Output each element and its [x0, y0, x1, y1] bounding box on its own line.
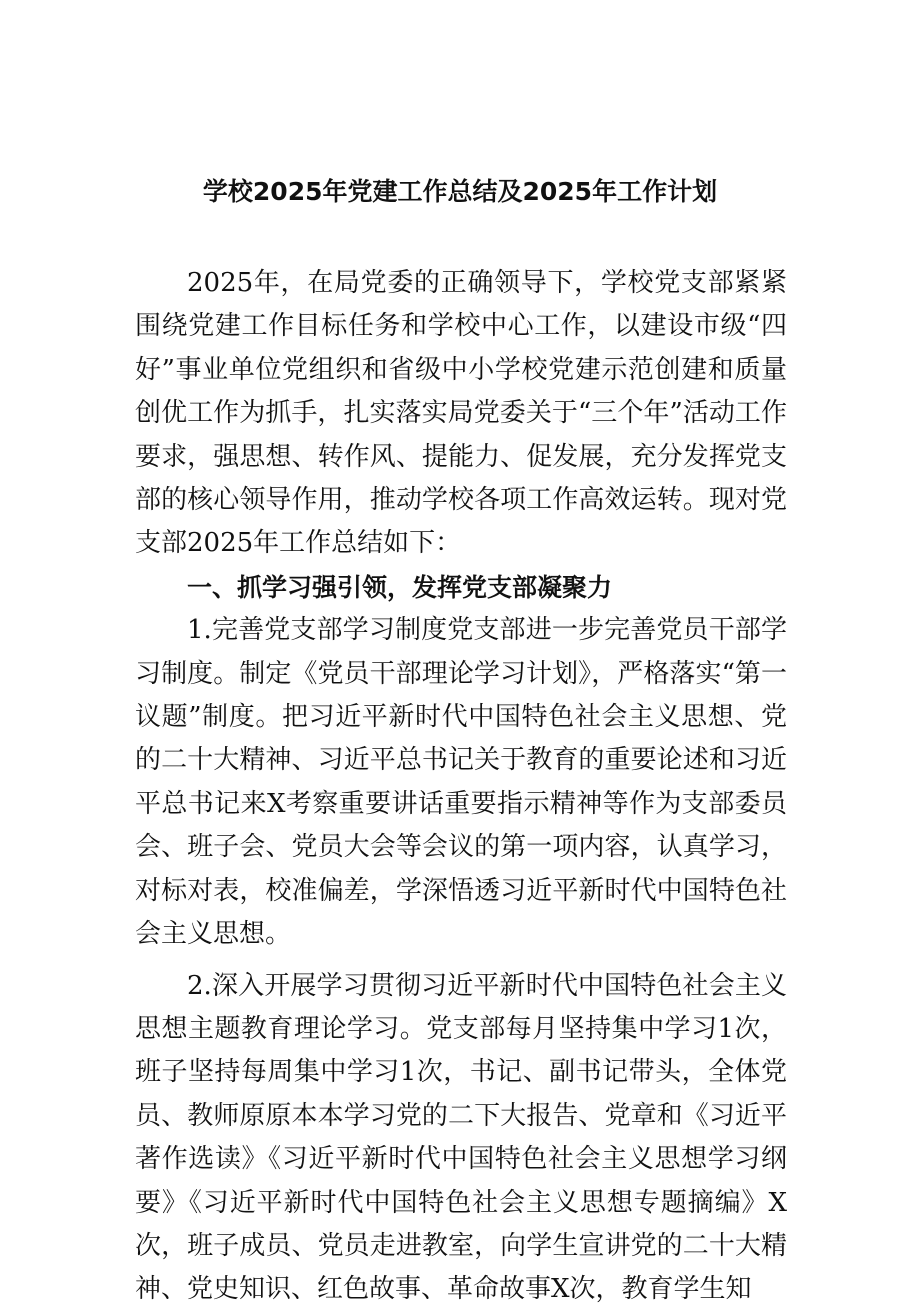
item-paragraph-2: 2.深入开展学习贯彻习近平新时代中国特色社会主义思想主题教育理论学习。党支部每月坚持集中学习1次，班子坚持每周集中学习1次，书记、副书记带头，全体党员、教师原原本本学习党的二下大报告、党章和《习近平著作选读》《习近平新时代中国特色社会主义思想学习纲要》《习近平新时代中国特色社会主义思想专题摘编》X次，班子成员、党员走进教室，向学生宣讲党的二十大精神、党史知识、红色故事、革命故事X次，教育学生知: [135, 970, 787, 1305]
item-paragraph-1: 1.完善党支部学习制度党支部进一步完善党员干部学习制度。制定《党员干部理论学习计划》，严格落实“第一议题”制度。把习近平新时代中国特色社会主义思想、党的二十大精神、习近平总书记关于教育的重要论述和习近平总书记来X考察重要讲话重要指示精神等作为支部委员会、班子会、党员大会等会议的第一项内容，认真学习，对标对表，校准偏差，学深悟透习近平新时代中国特色社会主义思想。: [135, 615, 787, 950]
document-title: 学校2025年党建工作总结及2025年工作计划: [202, 177, 718, 206]
paragraph-gap: [135, 957, 787, 965]
document-body: [135, 262, 787, 1312]
intro-paragraph: 2025年，在局党委的正确领导下，学校党支部紧紧围绕党建工作目标任务和学校中心工作，以建设市级“四好”事业单位党组织和省级中小学校党建示范创建和质量创优工作为抓手，扎实落实局党委关于“三个年”活动工作要求，强思想、转作风、提能力、促发展，充分发挥党支部的核心领导作用，推动学校各项工作高效运转。现对党支部2025年工作总结如下：: [135, 268, 787, 559]
section-heading-1: 一、抓学习强引领，发挥党支部凝聚力: [187, 572, 613, 602]
